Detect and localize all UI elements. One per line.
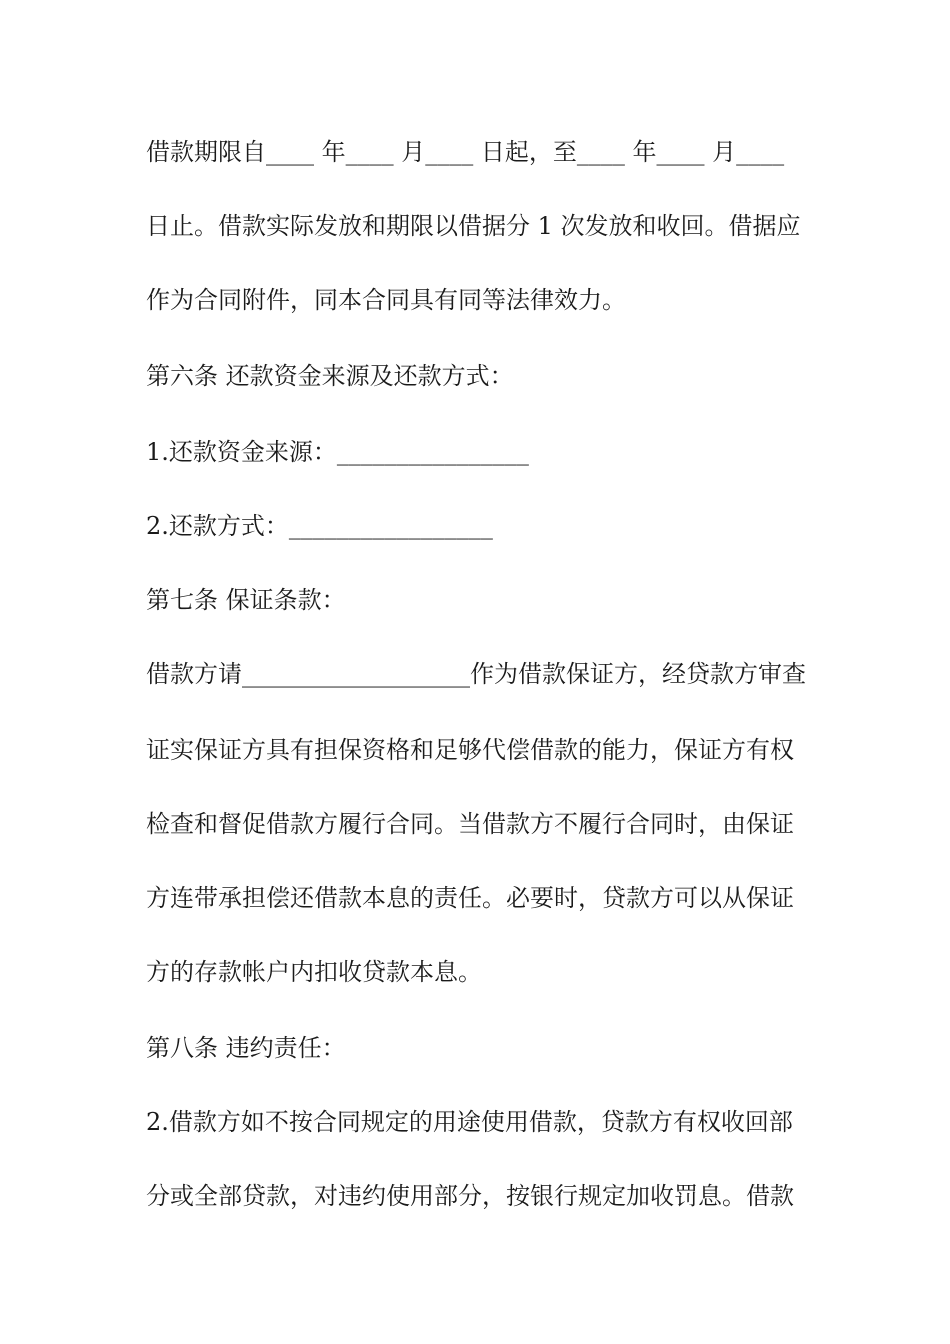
article-6-heading: 第六条 还款资金来源及还款方式： xyxy=(146,362,514,390)
guarantee-paragraph-line-2: 证实保证方具有担保资格和足够代偿借款的能力，保证方有权 xyxy=(146,736,794,764)
repayment-source-line: 1.还款资金来源：________________ xyxy=(146,438,529,466)
guarantee-paragraph-line-4: 方连带承担偿还借款本息的责任。必要时，贷款方可以从保证 xyxy=(146,884,794,912)
breach-paragraph-line-2: 分或全部贷款，对违约使用部分，按银行规定加收罚息。借款 xyxy=(146,1182,794,1210)
guarantee-paragraph-line-1: 借款方请___________________作为借款保证方，经贷款方审查 xyxy=(146,660,806,688)
guarantee-paragraph-line-3: 检查和督促借款方履行合同。当借款方不履行合同时，由保证 xyxy=(146,810,794,838)
breach-paragraph-line-1: 2.借款方如不按合同规定的用途使用借款，贷款方有权收回部 xyxy=(146,1108,793,1136)
loan-term-line: 借款期限自____ 年____ 月____ 日起，至____ 年____ 月____ xyxy=(146,138,785,166)
article-7-heading: 第七条 保证条款： xyxy=(146,586,346,614)
article-8-heading: 第八条 违约责任： xyxy=(146,1034,346,1062)
loan-term-line-cont: 日止。借款实际发放和期限以借据分 1 次发放和收回。借据应 xyxy=(146,212,801,240)
guarantee-paragraph-line-5: 方的存款帐户内扣收贷款本息。 xyxy=(146,958,482,986)
repayment-method-line: 2.还款方式：_________________ xyxy=(146,512,493,540)
loan-term-line-end: 作为合同附件，同本合同具有同等法律效力。 xyxy=(146,286,626,314)
